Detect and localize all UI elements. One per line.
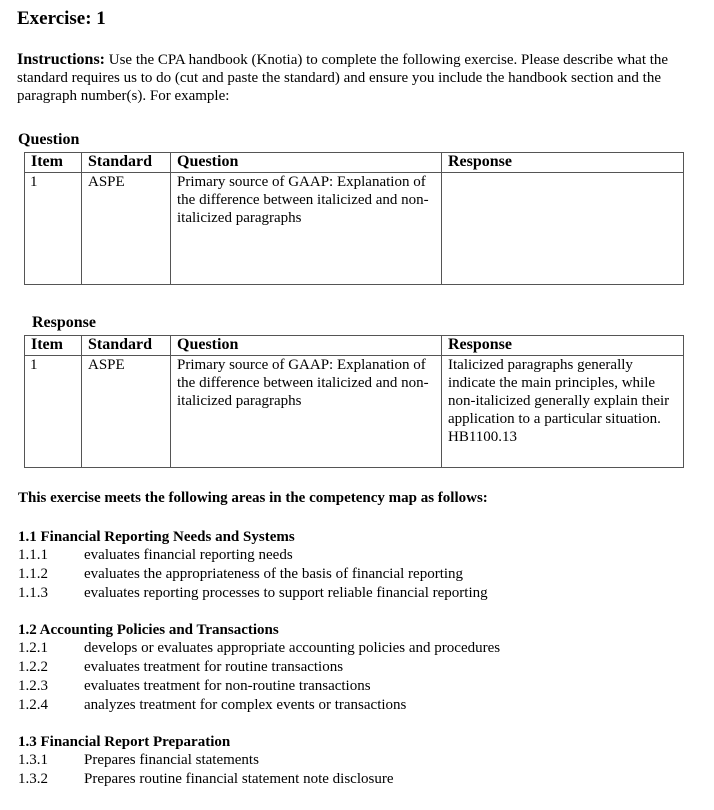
header-standard: Standard [82, 153, 171, 173]
item-text: analyzes treatment for complex events or transactions [84, 697, 407, 713]
item-text: Prepares routine financial statement note disclosure [84, 771, 394, 787]
instructions-label: Instructions: [17, 51, 106, 68]
competency-intro: This exercise meets the following areas in the competency map as follows: [18, 490, 488, 506]
list-item [18, 584, 698, 603]
list-item [18, 770, 698, 789]
exercise-title: Exercise: 1 [17, 8, 106, 29]
header-response: Response [442, 153, 684, 173]
item-text: develops or evaluates appropriate accounting policies and procedures [84, 640, 501, 656]
header-response: Response [442, 336, 684, 356]
item-code: 1.2.3 [18, 678, 48, 694]
question-table [24, 152, 684, 285]
list-item [18, 639, 698, 658]
item-code: 1.1.3 [18, 585, 48, 601]
response-text: Italicized paragraphs generally indicate the main principles, while non-italicized generally explain their application to a particular situation. [448, 357, 670, 427]
competency-section-1-1 [18, 528, 698, 603]
question-table-label: Question [18, 131, 80, 148]
table-row [25, 173, 684, 285]
table-row [25, 356, 684, 468]
cell-standard: ASPE [82, 356, 171, 468]
handbook-reference: HB1100.13 [448, 429, 518, 445]
item-text: evaluates financial reporting needs [84, 547, 293, 563]
item-text: evaluates treatment for routine transactions [84, 659, 344, 675]
header-item: Item [25, 153, 82, 173]
section-heading: 1.1 Financial Reporting Needs and Systems [18, 529, 295, 545]
competency-section-1-2 [18, 621, 698, 715]
section-heading: 1.3 Financial Report Preparation [18, 734, 231, 750]
cell-question: Primary source of GAAP: Explanation of the difference between italicized and non-italicized paragraphs [171, 173, 442, 285]
item-code: 1.2.1 [18, 640, 48, 656]
header-item: Item [25, 336, 82, 356]
header-question: Question [171, 153, 442, 173]
cell-response-empty [442, 173, 684, 285]
item-code: 1.1.1 [18, 547, 48, 563]
item-code: 1.3.1 [18, 752, 48, 768]
list-item [18, 546, 698, 565]
item-code: 1.2.4 [18, 697, 48, 713]
response-table-label: Response [32, 314, 97, 331]
cell-item: 1 [25, 173, 82, 285]
item-text: evaluates reporting processes to support reliable financial reporting [84, 585, 488, 601]
list-item [18, 696, 698, 715]
list-item [18, 565, 698, 584]
item-code: 1.3.2 [18, 771, 48, 787]
list-item [18, 677, 698, 696]
cell-item: 1 [25, 356, 82, 468]
instructions-text: Use the CPA handbook (Knotia) to complete the following exercise. Please describe what the standard requires us to do (cut and paste the standard) and ensure you include the handbook section and the paragraph number(s). For example: [17, 52, 669, 104]
list-item [18, 751, 698, 770]
item-text: Prepares financial statements [84, 752, 259, 768]
cell-question: Primary source of GAAP: Explanation of the difference between italicized and non-italicized paragraphs [171, 356, 442, 468]
header-standard: Standard [82, 336, 171, 356]
response-table [24, 335, 684, 468]
instructions-paragraph [17, 51, 692, 105]
section-heading: 1.2 Accounting Policies and Transactions [18, 622, 279, 638]
list-item [18, 658, 698, 677]
question-table-header-row [25, 153, 684, 173]
item-text: evaluates the appropriateness of the basis of financial reporting [84, 566, 464, 582]
cell-standard: ASPE [82, 173, 171, 285]
item-code: 1.1.2 [18, 566, 48, 582]
response-table-header-row [25, 336, 684, 356]
item-text: evaluates treatment for non-routine transactions [84, 678, 371, 694]
item-code: 1.2.2 [18, 659, 48, 675]
cell-response [442, 356, 684, 468]
competency-section-1-3 [18, 733, 698, 789]
header-question: Question [171, 336, 442, 356]
